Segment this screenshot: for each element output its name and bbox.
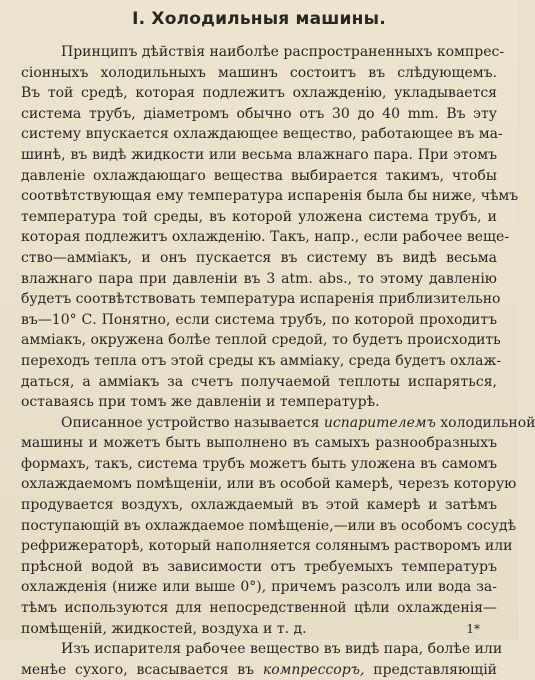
text-line (21, 639, 503, 660)
line-text: шинѣ, въ видѣ жидкости или весьма влажнаго пара. При этомъ (21, 146, 497, 163)
text-line (21, 536, 513, 557)
text-line (21, 474, 517, 495)
text-line (21, 557, 497, 578)
line-text: сіонныхъ холодильныхъ машинъ состоитъ въ слѣдующемъ. (21, 64, 497, 81)
line-text: которая подлежитъ охлажденію. Такъ, напр., если рабочее веще- (21, 229, 510, 246)
line-text: формахъ, такъ, система трубъ можетъ быть уложена въ самомъ (21, 455, 497, 472)
line-text: Въ той средѣ, которая подлежитъ охлажденію, укладывается (21, 85, 497, 102)
text-line (21, 351, 502, 372)
line-text: давленіе охлаждающаго вещества выбирается такимъ, чтобы (21, 167, 497, 184)
text-line (21, 166, 497, 187)
italic-term: испарителемъ (323, 414, 436, 431)
text-line (21, 63, 497, 84)
line-text: продувается воздухъ, охлаждаемый въ этой камерѣ и затѣмъ (21, 497, 497, 514)
text-line (21, 186, 519, 207)
line-text: соотвѣтствующая ему температура испаренія была бы ниже, чѣмъ (21, 188, 519, 205)
line-text: Описанное устройство называется (61, 414, 320, 431)
text-line (21, 577, 497, 598)
line-text-after: представляющій (364, 661, 498, 678)
line-text-after: холодильной (435, 414, 535, 431)
line-text: помѣщеній, жидкостей, воздуха и т. д. (21, 620, 307, 637)
line-text: система трубъ, діаметромъ обычно отъ 30 до 40 mm. Въ эту (21, 105, 497, 122)
line-text: охлаждаемомъ помѣщеніи, или въ особой камерѣ, черезъ которую (21, 476, 517, 493)
text-line (21, 42, 505, 63)
text-line (21, 227, 510, 248)
page-number: 1* (466, 622, 480, 636)
text-line (21, 330, 501, 351)
line-text: оставаясь при томъ же давленіи и температурѣ. (21, 394, 380, 411)
line-text: тѣмъ используются для непосредственной цѣли охлажденія— (21, 600, 497, 617)
text-line (21, 660, 497, 680)
text-line (21, 619, 497, 640)
line-text: Изъ испарителя рабочее вещество въ видѣ пара, болѣе или (61, 641, 503, 658)
line-text: прѣсной водой въ зависимости отъ требуемыхъ температуръ (21, 558, 497, 575)
body-text (21, 42, 535, 680)
text-line (21, 207, 497, 228)
line-text: поступающій въ охлаждаемое помѣщеніе,—или въ особомъ сосудѣ (21, 517, 517, 534)
line-text: амміакъ, окружена болѣе теплой средой, то будетъ происходить (21, 332, 501, 349)
text-line (21, 83, 497, 104)
text-line (21, 372, 497, 393)
italic-term: компрессоръ, (262, 661, 365, 678)
line-text: въ—10° С. Понятно, если система трубъ, по которой проходитъ (21, 311, 497, 328)
text-line (21, 413, 535, 434)
line-text: будетъ соотвѣтствовать температура испаренія приблизительно (21, 291, 501, 308)
line-text: Принципъ дѣйствія наиболѣе распространенныхъ компрес- (61, 44, 505, 60)
text-line (21, 289, 501, 310)
text-line (21, 269, 497, 290)
text-line (21, 598, 497, 619)
line-text: температура той среды, въ которой уложена система трубъ, и (21, 208, 497, 225)
text-line (21, 516, 517, 537)
text-line (21, 145, 497, 166)
text-line (21, 433, 497, 454)
line-text: рефрижераторѣ, который наполняется солянымъ растворомъ или (21, 538, 513, 555)
line-text: менѣе сухого, всасывается въ (21, 661, 255, 678)
text-line (21, 104, 497, 125)
text-line (21, 495, 497, 516)
line-text: ство—амміакъ, и онъ пускается въ систему въ видѣ весьма (21, 249, 497, 266)
text-line (21, 310, 497, 331)
line-text: переходъ тепла отъ этой среды къ амміаку, среда будетъ охлаж- (21, 352, 502, 369)
line-text: систему впускается охлаждающее вещество, работающее въ ма- (21, 126, 503, 143)
line-text: машины и можетъ быть выполнено въ самыхъ разнообразныхъ (21, 435, 497, 452)
text-line (21, 454, 497, 475)
text-line (21, 392, 497, 413)
line-text: даться, а амміакъ за счетъ получаемой теплоты испаряться, (21, 373, 497, 390)
text-line (21, 124, 503, 145)
section-heading: I. Холодильныя машины. (132, 9, 386, 29)
line-text: влажнаго пара при давленіи въ 3 atm. abs., то этому давленію (21, 270, 497, 287)
text-line (21, 248, 497, 269)
line-text: охлажденія (ниже или выше 0°), причемъ разсолъ или вода за- (21, 579, 497, 596)
